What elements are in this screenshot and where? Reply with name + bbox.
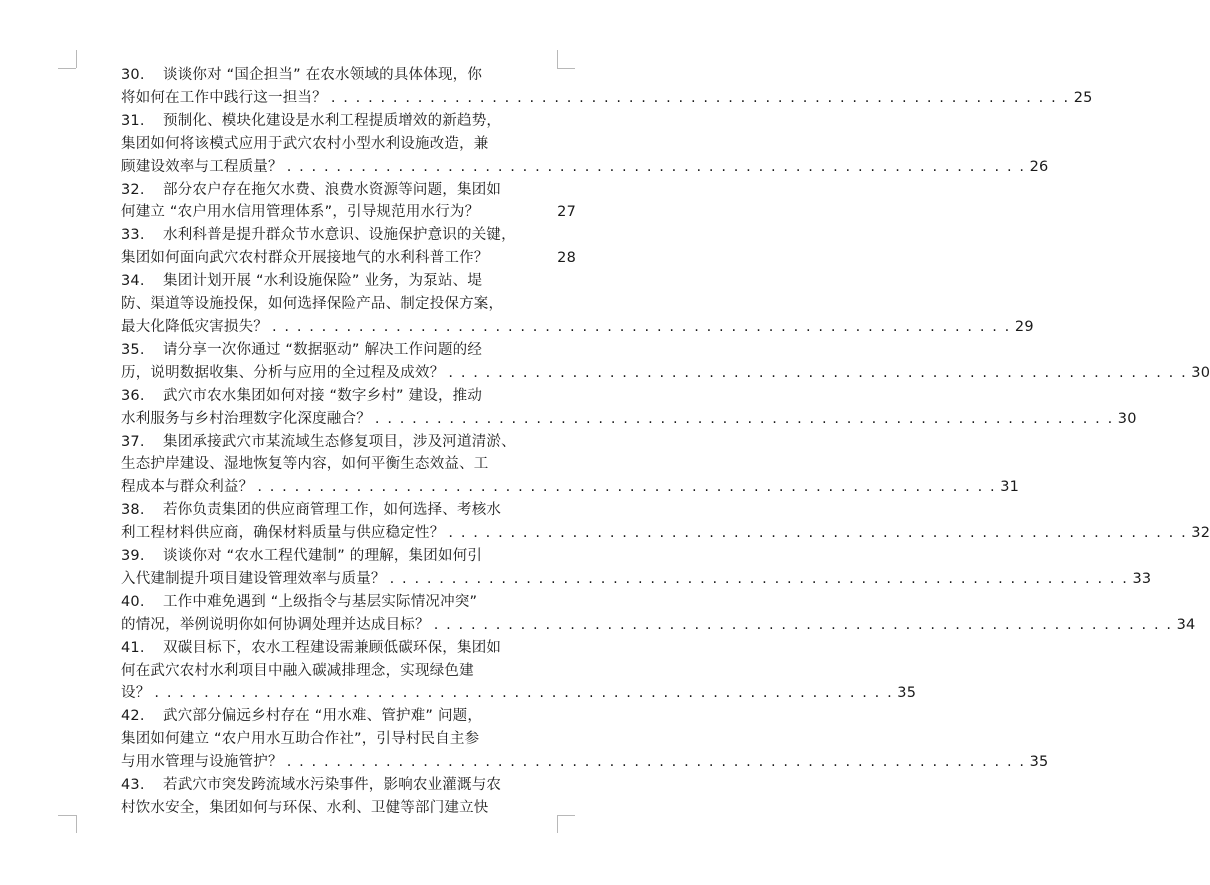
toc-entry-title-continuation: 集团如何将该模式应用于武穴农村小型水利设施改造，兼 <box>121 135 489 152</box>
toc-entry-line <box>121 774 576 797</box>
toc-entry[interactable] <box>121 499 1210 545</box>
toc-entry-line <box>121 499 576 522</box>
toc-entry-line <box>121 568 1152 591</box>
crop-mark-top-left-horizontal <box>58 68 76 69</box>
toc-entry-number: 31. <box>121 112 145 129</box>
toc-entry-title: 37. 集团承接武穴市某流域生态修复项目，涉及河道清淤、 <box>121 434 516 450</box>
toc-entry-line <box>121 64 576 87</box>
toc-dot-leader: . . . . . . . . . . . . . . . . . . . . . . . . . . . . . . . . . . . . . . . . . . . . . . . . . . . . . . . . . . . . <box>286 158 1026 175</box>
toc-entry-title-continuation: 村饮水安全，集团如何与环保、水利、卫健等部门建立快 <box>121 800 489 816</box>
toc-entry-title: 35. 请分享一次你通过 “数据驱动” 解决工作问题的经 <box>121 342 482 358</box>
toc-entry-line <box>121 751 1049 774</box>
toc-dot-leader: . . . . . . . . . . . . . . . . . . . . . . . . . . . . . . . . . . . . . . . . . . . . . . . . . . . . . . . . . . . . <box>389 570 1129 587</box>
toc-entry-title-continuation: 的情况，举例说明你如何协调处理并达成目标？ <box>121 616 430 633</box>
toc-entry-title: 40. 工作中难免遇到 “上级指令与基层实际情况冲突” <box>121 594 477 610</box>
toc-entry-title-continuation: 集团如何面向武穴农村群众开展接地气的水利科普工作？ <box>121 250 489 267</box>
toc-entry-title: 34. 集团计划开展 “水利设施保险” 业务，为泵站、堤 <box>121 273 482 289</box>
toc-entry[interactable] <box>121 591 1196 637</box>
toc-dot-leader: . . . . . . . . . . . . . . . . . . . . . . . . . . . . . . . . . . . . . . . . . . . . . . . . . . . . . . . . . . . . <box>154 685 894 702</box>
toc-entry-title: 30. 谈谈你对 “国企担当” 在农水领域的具体体现，你 <box>121 67 482 83</box>
toc-entry-title-continuation: 防、渠道等设施投保，如何选择保险产品、制定投保方案， <box>121 296 504 313</box>
toc-page-number: 25 <box>1073 89 1093 106</box>
toc-entry-title: 41. 双碳目标下，农水工程建设需兼顾低碳环保，集团如 <box>121 640 501 656</box>
toc-page-number: 30 <box>1117 410 1137 427</box>
toc-page-number: 32 <box>1191 525 1210 542</box>
toc-entry-line <box>121 247 576 270</box>
toc-entry-title-continuation: 与用水管理与设施管护？ <box>121 754 283 771</box>
toc-dot-leader: . . . . . . . . . . . . . . . . . . . . . . . . . . . . . . . . . . . . . . . . . . . . . . . . . . . . . . . . . . . . <box>433 616 1173 633</box>
toc-page-number: 29 <box>1014 318 1034 335</box>
toc-entry-title-continuation: 水利服务与乡村治理数字化深度融合？ <box>121 410 371 427</box>
toc-entry-number: 40. <box>121 593 145 610</box>
toc-entry-line <box>121 179 576 202</box>
toc-entry-number: 36. <box>121 387 145 404</box>
toc-entry-title: 42. 武穴部分偏远乡村存在 “用水难、管护难” 问题， <box>121 708 482 724</box>
toc-entry-title-continuation: 入代建制提升项目建设管理效率与质量？ <box>121 570 386 587</box>
toc-entry-number: 43. <box>121 777 145 794</box>
toc-entry[interactable] <box>121 545 1152 591</box>
toc-entry[interactable] <box>121 339 1210 385</box>
toc-entry-line <box>121 522 1210 545</box>
toc-entry-number: 33. <box>121 227 145 244</box>
toc-dot-leader: . . . . . . . . . . . . . . . . . . . . . . . . . . . . . . . . . . . . . . . . . . . . . . . . . . . . . . . . . . . . <box>448 364 1188 381</box>
toc-entry-line <box>121 545 576 568</box>
toc-entry-line <box>121 87 1093 110</box>
toc-dot-leader: . . . . . . . . . . . . . . . . . . . . . . . . . . . . . . . . . . . . . . . . . . . . . . . . . . . . . . . . . . . . <box>330 89 1070 106</box>
toc-entry-line <box>121 201 576 224</box>
crop-mark-top-left-vertical <box>76 50 77 68</box>
toc-entry-line <box>121 110 576 133</box>
toc-dot-leader: . . . . . . . . . . . . . . . . . . . . . . . . . . . . . . . . . . . . . . . . . . . . . . . . . . . . . . . . . . . . <box>286 754 1026 771</box>
toc-entry-line <box>121 293 576 316</box>
toc-dot-leader: . . . . . . . . . . . . . . . . . . . . . . . . . . . . . . . . . . . . . . . . . . . . . . . . . . . . . . . . . . . . <box>374 410 1114 427</box>
toc-entry-title-continuation: 顾建设效率与工程质量？ <box>121 158 283 175</box>
toc-entry-line <box>121 224 576 247</box>
toc-page-number: 33 <box>1132 570 1152 587</box>
toc-entry[interactable] <box>121 385 1137 431</box>
toc-page-number: 27 <box>557 204 576 221</box>
toc-entry-title: 31. 预制化、模块化建设是水利工程提质增效的新趋势， <box>121 113 501 129</box>
toc-entry-line <box>121 133 576 156</box>
toc-entry-title: 32. 部分农户存在拖欠水费、浪费水资源等问题，集团如 <box>121 182 501 198</box>
table-of-contents <box>121 64 1210 820</box>
toc-entry-title-continuation: 设？ <box>121 685 151 702</box>
toc-page-number: 28 <box>557 250 576 267</box>
toc-entry-title: 43. 若武穴市突发跨流域水污染事件，影响农业灌溉与农 <box>121 777 501 793</box>
toc-entry-line <box>121 728 576 751</box>
toc-entry-number: 41. <box>121 639 145 656</box>
toc-entry-line <box>121 797 576 820</box>
toc-page-number: 35 <box>897 685 917 702</box>
toc-dot-leader: . . . . . . . . . . . . . . . . . . . . . . . . . . . . . . . . . . . . . . . . . . . . . . . . . . . . . . . . . . . . <box>272 318 1011 335</box>
toc-entry[interactable] <box>121 637 917 706</box>
toc-entry-line <box>121 362 1210 385</box>
toc-entry-title-continuation: 程成本与群众利益？ <box>121 479 254 496</box>
toc-entry-title-continuation: 何建立 “农户用水信用管理体系”，引导规范用水行为？ <box>121 204 480 221</box>
toc-entry-line <box>121 270 576 293</box>
toc-entry[interactable] <box>121 64 1093 110</box>
toc-entry-title: 38. 若你负责集团的供应商管理工作，如何选择、考核水 <box>121 502 501 518</box>
toc-entry-line <box>121 682 917 705</box>
toc-page-number: 31 <box>1000 479 1020 496</box>
toc-entry-title-continuation: 集团如何建立 “农户用水互助合作社”，引导村民自主参 <box>121 731 480 748</box>
toc-entry-number: 37. <box>121 433 145 450</box>
crop-mark-bottom-left-horizontal <box>58 815 76 816</box>
toc-entry-line <box>121 316 1034 339</box>
toc-entry-number: 42. <box>121 708 145 725</box>
toc-page-number: 35 <box>1029 754 1049 771</box>
toc-entry-title: 36. 武穴市农水集团如何对接 “数字乡村” 建设，推动 <box>121 388 482 404</box>
toc-entry-title-continuation: 将如何在工作中践行这一担当？ <box>121 89 327 106</box>
toc-entry-line <box>121 385 576 408</box>
toc-entry-title-continuation: 生态护岸建设、湿地恢复等内容，如何平衡生态效益、工 <box>121 456 489 473</box>
toc-entry-title-continuation: 何在武穴农村水利项目中融入碳减排理念，实现绿色建 <box>121 662 474 679</box>
toc-entry-line <box>121 408 1137 431</box>
toc-entry-line <box>121 591 576 614</box>
toc-entry-title-continuation: 最大化降低灾害损失？ <box>121 318 268 335</box>
toc-entry-title: 39. 谈谈你对 “农水工程代建制” 的理解，集团如何引 <box>121 548 482 564</box>
toc-entry[interactable] <box>121 705 1049 774</box>
toc-entry-line <box>121 156 1049 179</box>
toc-entry-number: 35. <box>121 341 145 358</box>
toc-entry[interactable] <box>121 270 1034 339</box>
toc-page-number: 34 <box>1176 616 1196 633</box>
toc-entry[interactable] <box>121 774 576 820</box>
toc-entry[interactable] <box>121 224 576 270</box>
toc-dot-leader: . . . . . . . . . . . . . . . . . . . . . . . . . . . . . . . . . . . . . . . . . . . . . . . . . . . . . . . . . . . . <box>257 479 997 496</box>
toc-entry-line <box>121 637 576 660</box>
toc-entry-number: 34. <box>121 273 145 290</box>
toc-entry-line <box>121 705 576 728</box>
toc-entry-line <box>121 453 576 476</box>
toc-entry-line <box>121 614 1196 637</box>
toc-dot-leader: . . . . . . . . . . . . . . . . . . . . . . . . . . . . . . . . . . . . . . . . . . . . . . . . . . . . . . . . . . . . <box>448 525 1188 542</box>
toc-entry-line <box>121 339 576 362</box>
toc-entry-title-continuation: 历，说明数据收集、分析与应用的全过程及成效？ <box>121 364 445 381</box>
toc-entry-title-continuation: 利工程材料供应商，确保材料质量与供应稳定性？ <box>121 525 445 542</box>
toc-entry-number: 30. <box>121 67 145 83</box>
toc-page-number: 30 <box>1191 364 1210 381</box>
toc-entry[interactable] <box>121 179 576 225</box>
toc-entry[interactable] <box>121 431 1020 500</box>
toc-entry-number: 38. <box>121 502 145 519</box>
toc-entry-line <box>121 431 576 454</box>
toc-entry-number: 39. <box>121 548 145 565</box>
toc-entry[interactable] <box>121 110 1049 179</box>
toc-entry-line <box>121 476 1020 499</box>
toc-entry-title: 33. 水利科普是提升群众节水意识、设施保护意识的关键， <box>121 227 516 243</box>
toc-entry-number: 32. <box>121 181 145 198</box>
crop-mark-bottom-left-vertical <box>76 815 77 833</box>
toc-page-number: 26 <box>1029 158 1049 175</box>
toc-entry-line <box>121 660 576 683</box>
